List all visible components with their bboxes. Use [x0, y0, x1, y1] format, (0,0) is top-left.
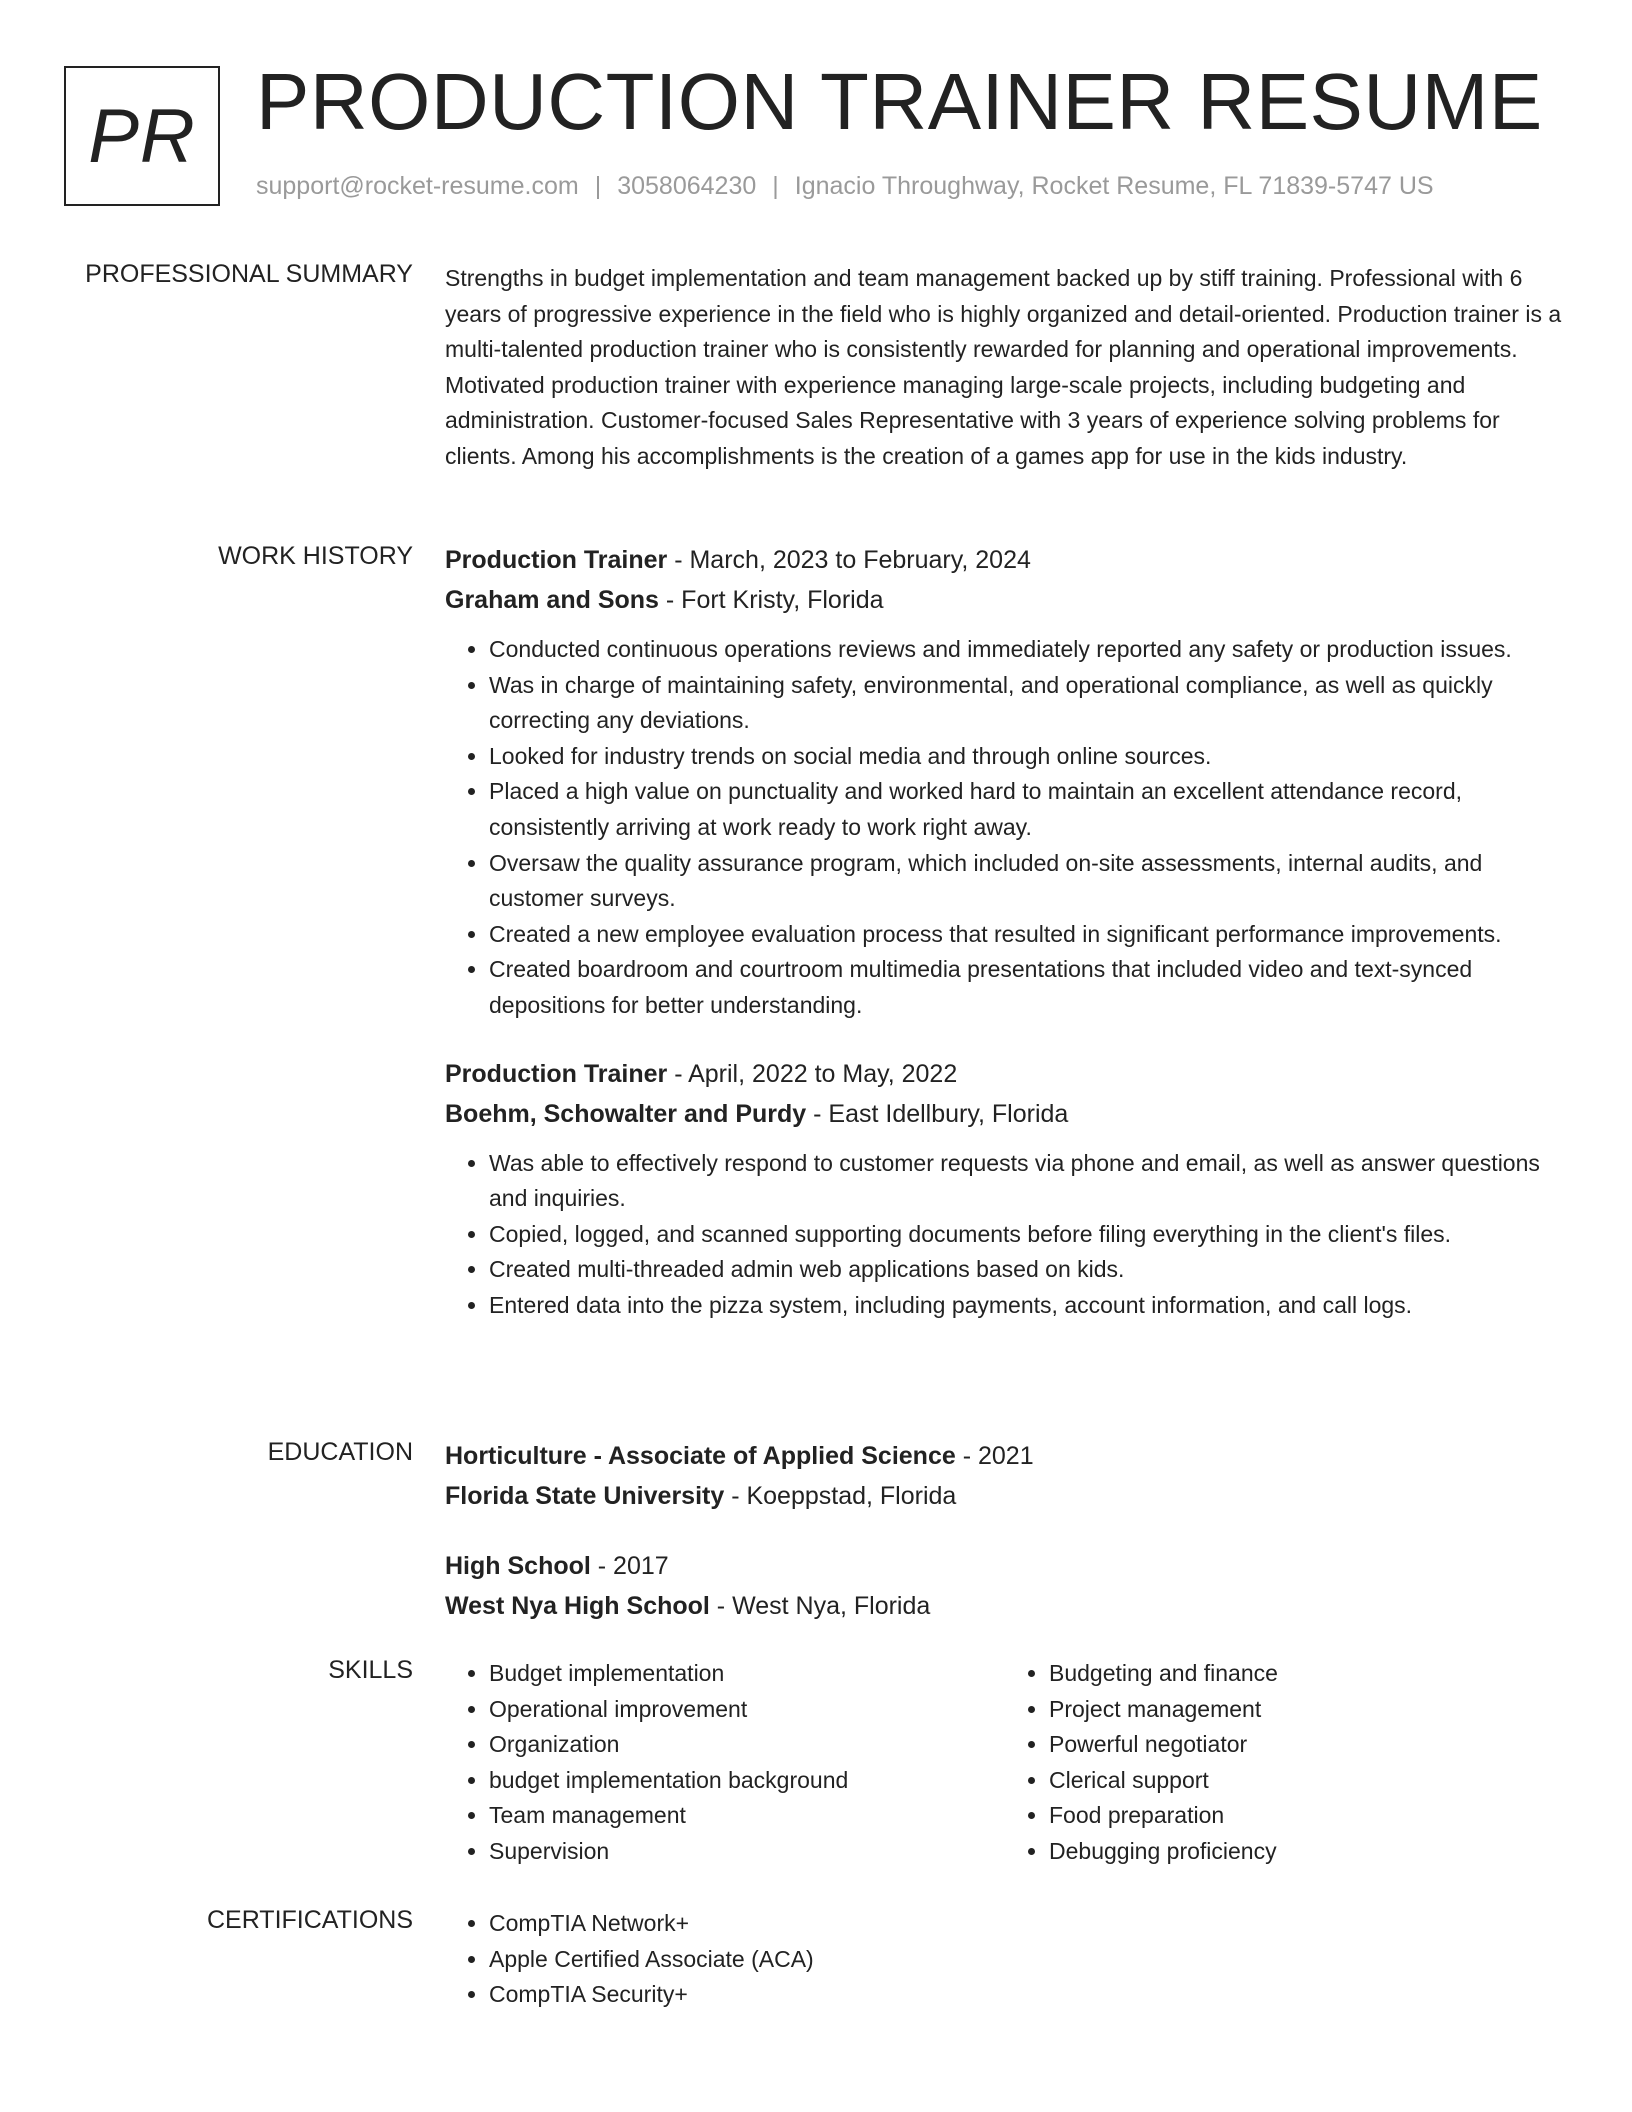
job-bullet: • Created multi-threaded admin web applications based on kids. — [489, 1252, 1565, 1288]
education-school: Florida State University — [445, 1482, 725, 1510]
job-entry — [445, 540, 1565, 1024]
job-title-line — [445, 1054, 1565, 1094]
skill-item: • Clerical support — [1049, 1763, 1565, 1799]
skills-columns — [445, 1656, 1565, 1870]
certification-item: • CompTIA Network+ — [489, 1906, 1565, 1942]
section-label-skills: SKILLS — [328, 1656, 413, 1684]
education-year: - 2021 — [955, 1442, 1034, 1470]
job-bullet: • Was able to effectively respond to customer requests via phone and email, as well as answer questions and inquiries. — [489, 1146, 1565, 1217]
skills-list-right — [1005, 1656, 1565, 1870]
summary-text: Strengths in budget implementation and team management backed up by stiff training. Professional with 6 years of progressive experience in the field who is highly organized and detail-oriented. Production trainer is a multi-talented production trainer who is consistently rewarded for planning and operational improvements. Motivated production trainer with experience managing large-scale projects, including budgeting and administration. Customer-focused Sales Representative with 3 years of experience solving problems for clients. Among his accomplishments is the creation of a games app for use in the kids industry. — [445, 265, 1562, 469]
certification-item: • CompTIA Security+ — [489, 1977, 1565, 2013]
education-degree: Horticulture - Associate of Applied Science — [445, 1442, 956, 1470]
job-bullet: • Conducted continuous operations reviews and immediately reported any safety or production issues. — [489, 632, 1565, 668]
contact-separator: | — [772, 172, 779, 200]
contact-separator: | — [594, 172, 602, 200]
job-dates: - March, 2023 to February, 2024 — [667, 546, 1031, 574]
job-location: - Fort Kristy, Florida — [658, 586, 884, 614]
job-bullet: • Looked for industry trends on social media and through online sources. — [489, 739, 1565, 775]
skill-item: • Powerful negotiator — [1049, 1727, 1565, 1763]
education-degree-line — [445, 1436, 1565, 1476]
job-bullets — [445, 632, 1565, 1024]
job-title-line — [445, 540, 1565, 580]
education-degree: High School — [445, 1552, 591, 1580]
certification-item: • Apple Certified Associate (ACA) — [489, 1942, 1565, 1978]
contact-line — [256, 172, 1434, 201]
job-company-line — [445, 580, 1565, 620]
education-school-line — [445, 1476, 1565, 1516]
skill-item: • Supervision — [489, 1834, 1005, 1870]
monogram-logo: PR — [64, 66, 220, 206]
job-company-line — [445, 1094, 1565, 1134]
job-bullet: • Oversaw the quality assurance program, which included on-site assessments, internal audits, and customer surveys. — [489, 846, 1565, 917]
education-location: - West Nya, Florida — [709, 1592, 931, 1620]
job-company: Graham and Sons — [445, 586, 659, 614]
job-company: Boehm, Schowalter and Purdy — [445, 1099, 807, 1128]
skill-item: • Food preparation — [1049, 1798, 1565, 1834]
education-school: West Nya High School — [445, 1592, 710, 1620]
job-bullet: • Created a new employee evaluation process that resulted in significant performance improvements. — [489, 917, 1565, 953]
education-location: - Koeppstad, Florida — [724, 1482, 957, 1510]
contact-email[interactable]: support@rocket-resume.com — [256, 172, 579, 200]
page-title: PRODUCTION TRAINER RESUME — [256, 57, 1543, 146]
job-entry — [445, 1054, 1565, 1324]
job-bullet: • Entered data into the pizza system, including payments, account information, and call logs. — [489, 1288, 1565, 1324]
education-year: - 2017 — [590, 1552, 669, 1580]
skill-item: • Budget implementation — [489, 1656, 1005, 1692]
skill-item: • Team management — [489, 1798, 1005, 1834]
section-label-work-history: WORK HISTORY — [218, 542, 413, 570]
job-bullet: • Placed a high value on punctuality and worked hard to maintain an excellent attendance record, consistently arriving at work ready to work right away. — [489, 774, 1565, 845]
job-title: Production Trainer — [445, 546, 668, 574]
skill-item: • Budgeting and finance — [1049, 1656, 1565, 1692]
skill-item: • Project management — [1049, 1692, 1565, 1728]
skill-item: • budget implementation background — [489, 1763, 1005, 1799]
section-label-summary: PROFESSIONAL SUMMARY — [85, 260, 413, 288]
job-dates: - April, 2022 to May, 2022 — [667, 1059, 958, 1088]
section-label-certifications: CERTIFICATIONS — [206, 1906, 413, 1934]
contact-address: Ignacio Throughway, Rocket Resume, FL 71839-5747 US — [794, 172, 1434, 200]
contact-phone[interactable]: 3058064230 — [617, 172, 757, 200]
job-bullet: • Created boardroom and courtroom multimedia presentations that included video and text-synced depositions for better understanding. — [489, 952, 1565, 1023]
skill-item: • Debugging proficiency — [1049, 1834, 1565, 1870]
job-bullet: • Was in charge of maintaining safety, environmental, and operational compliance, as well as quickly correcting any deviations. — [489, 668, 1565, 739]
education-entry — [445, 1546, 1565, 1626]
education-degree-line — [445, 1546, 1565, 1586]
job-bullets — [445, 1146, 1565, 1324]
skill-item: • Organization — [489, 1727, 1005, 1763]
education-entry — [445, 1436, 1565, 1516]
job-location: - East Idellbury, Florida — [806, 1099, 1069, 1128]
certifications-list — [445, 1906, 1565, 2013]
job-bullet: • Copied, logged, and scanned supporting documents before filing everything in the client's files. — [489, 1217, 1565, 1253]
job-title: Production Trainer — [445, 1059, 668, 1088]
section-label-education: EDUCATION — [267, 1438, 413, 1466]
education-school-line — [445, 1586, 1565, 1626]
skills-list-left — [445, 1656, 1005, 1870]
skill-item: • Operational improvement — [489, 1692, 1005, 1728]
